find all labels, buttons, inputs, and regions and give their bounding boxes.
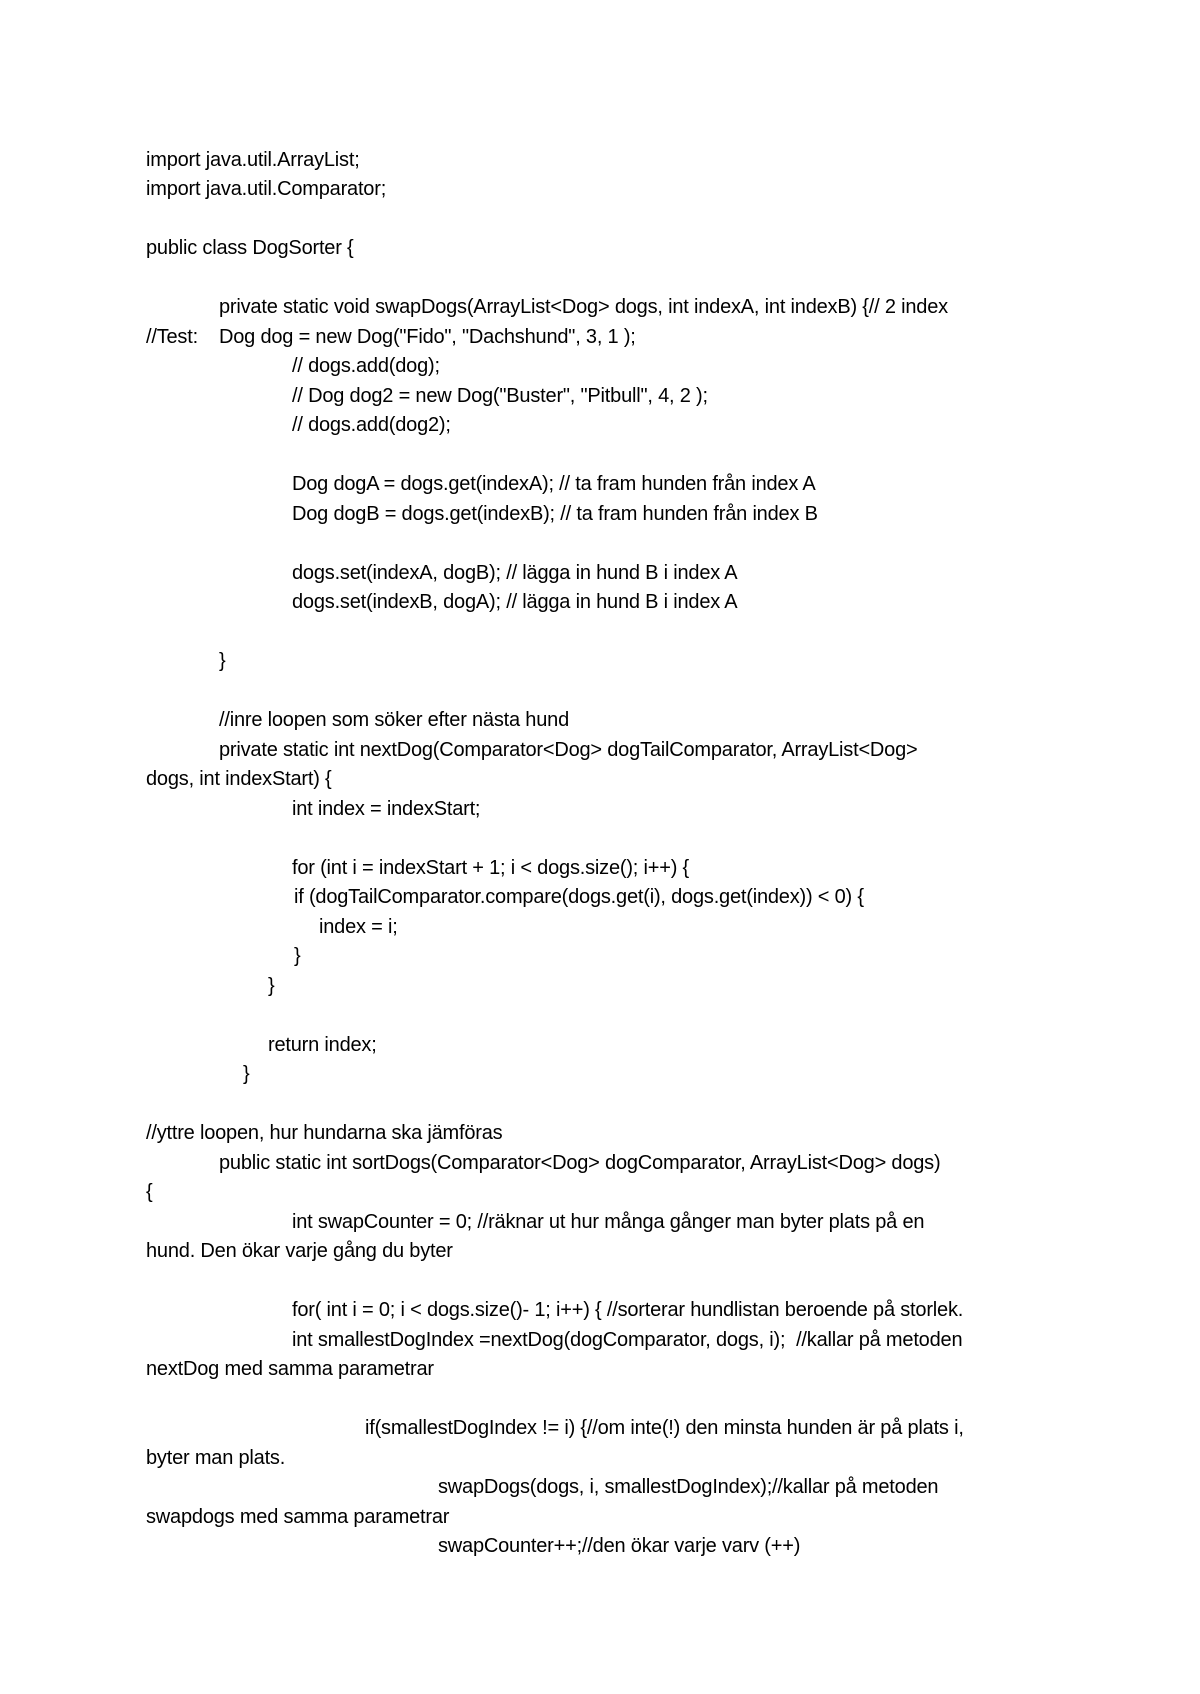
code-line: private static void swapDogs(ArrayList<Dog> dogs, int indexA, int indexB) {// 2 index xyxy=(219,296,948,318)
code-line: } xyxy=(268,975,275,997)
code-line: // dogs.add(dog2); xyxy=(292,414,451,436)
code-line: dogs.set(indexA, dogB); // lägga in hund B i index A xyxy=(292,562,738,584)
code-line: } xyxy=(219,650,226,672)
code-line: } xyxy=(294,945,301,967)
code-line: hund. Den ökar varje gång du byter xyxy=(146,1240,453,1262)
code-line: Dog dog = new Dog("Fido", "Dachshund", 3, 1 ); xyxy=(219,326,636,348)
code-line: swapDogs(dogs, i, smallestDogIndex);//kallar på metoden xyxy=(438,1476,939,1498)
code-line: //Test: xyxy=(146,326,198,348)
code-line: public class DogSorter { xyxy=(146,237,354,259)
code-line: for( int i = 0; i < dogs.size()- 1; i++) { //sorterar hundlistan beroende på storlek. xyxy=(292,1299,964,1321)
code-line: import java.util.Comparator; xyxy=(146,178,387,200)
code-line: nextDog med samma parametrar xyxy=(146,1358,434,1380)
code-line: index = i; xyxy=(319,916,398,938)
code-line: { xyxy=(146,1181,153,1203)
code-line: } xyxy=(243,1063,250,1085)
code-line: public static int sortDogs(Comparator<Dog> dogComparator, ArrayList<Dog> dogs) xyxy=(219,1152,941,1174)
code-line: return index; xyxy=(268,1034,377,1056)
code-line: swapCounter++;//den ökar varje varv (++) xyxy=(438,1535,801,1557)
code-line: import java.util.ArrayList; xyxy=(146,149,360,171)
code-line: if (dogTailComparator.compare(dogs.get(i), dogs.get(index)) < 0) { xyxy=(294,886,864,908)
code-line: dogs, int indexStart) { xyxy=(146,768,332,790)
code-line: private static int nextDog(Comparator<Dog> dogTailComparator, ArrayList<Dog> xyxy=(219,739,918,761)
code-line: //yttre loopen, hur hundarna ska jämföras xyxy=(146,1122,503,1144)
code-line: int index = indexStart; xyxy=(292,798,481,820)
code-line: int smallestDogIndex =nextDog(dogComparator, dogs, i); //kallar på metoden xyxy=(292,1329,963,1351)
code-line: // Dog dog2 = new Dog("Buster", "Pitbull", 4, 2 ); xyxy=(292,385,708,407)
code-line: for (int i = indexStart + 1; i < dogs.size(); i++) { xyxy=(292,857,690,879)
code-line: // dogs.add(dog); xyxy=(292,355,440,377)
code-line: Dog dogB = dogs.get(indexB); // ta fram hunden från index B xyxy=(292,503,818,525)
code-line: swapdogs med samma parametrar xyxy=(146,1506,450,1528)
code-line: dogs.set(indexB, dogA); // lägga in hund B i index A xyxy=(292,591,738,613)
code-line: Dog dogA = dogs.get(indexA); // ta fram hunden från index A xyxy=(292,473,816,495)
code-line: byter man plats. xyxy=(146,1447,286,1469)
code-line: int swapCounter = 0; //räknar ut hur många gånger man byter plats på en xyxy=(292,1211,925,1233)
code-line: if(smallestDogIndex != i) {//om inte(!) den minsta hunden är på plats i, xyxy=(365,1417,964,1439)
code-line: //inre loopen som söker efter nästa hund xyxy=(219,709,569,731)
